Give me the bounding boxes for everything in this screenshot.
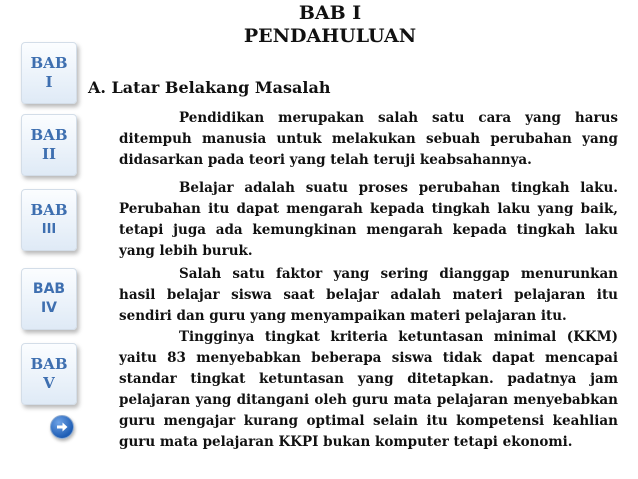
nav-button-bab-2[interactable] [21,114,77,176]
nav-button-bab-5[interactable] [21,343,77,405]
next-button[interactable] [50,415,74,439]
nav-button-number: II [41,145,57,163]
nav-button-bab-4[interactable] [21,268,77,330]
nav-button-bab-1[interactable] [21,42,77,104]
nav-button-label: BAB [30,201,68,219]
arrow-right-icon [55,420,69,434]
paragraph: Pendidikan merupakan salah satu cara yang harus ditempuh manusia untuk melakukan sebuah perubahan yang didasarkan pada teori yang telah teruji keabsahannya. [119,110,618,168]
nav-button-label: BAB [30,355,68,373]
chapter-label: BAB I [298,2,362,24]
paragraph: Tingginya tingkat kriteria ketuntasan minimal (KKM) yaitu 83 menyebabkan beberapa siswa tidak dapat mencapai standar tingkat ketuntasan yang ditetapkan. padatnya jam pelajaran yang ditangani oleh guru mata pelajaran menyebabkan guru mengajar kurang optimal selain itu kompetensi keahlian guru mata pelajaran KKPI bukan komputer tetapi ekonomi. [119,329,618,450]
nav-button-label: BAB [32,281,66,297]
page-title [200,2,460,48]
chapter-title: PENDAHULUAN [243,25,417,47]
section-heading: A. Latar Belakang Masalah [88,78,331,97]
nav-button-bab-3[interactable] [21,189,77,251]
nav-button-number: V [43,374,55,392]
paragraph: Belajar adalah suatu proses perubahan tingkah laku. Perubahan itu dapat mengarah kepada tingkah laku yang baik, tetapi juga ada kemungkinan mengarah kepada tingkah laku yang lebih buruk. [119,180,618,259]
nav-button-number: IV [40,300,58,316]
paragraph: Salah satu faktor yang sering dianggap menurunkan hasil belajar siswa saat belajar adalah materi pelajaran itu sendiri dan guru yang menyampaikan materi pelajaran itu. [119,266,618,324]
nav-button-label: BAB [30,54,68,72]
nav-button-number: I [45,73,53,91]
nav-button-label: BAB [30,126,68,144]
nav-button-number: III [41,222,57,237]
